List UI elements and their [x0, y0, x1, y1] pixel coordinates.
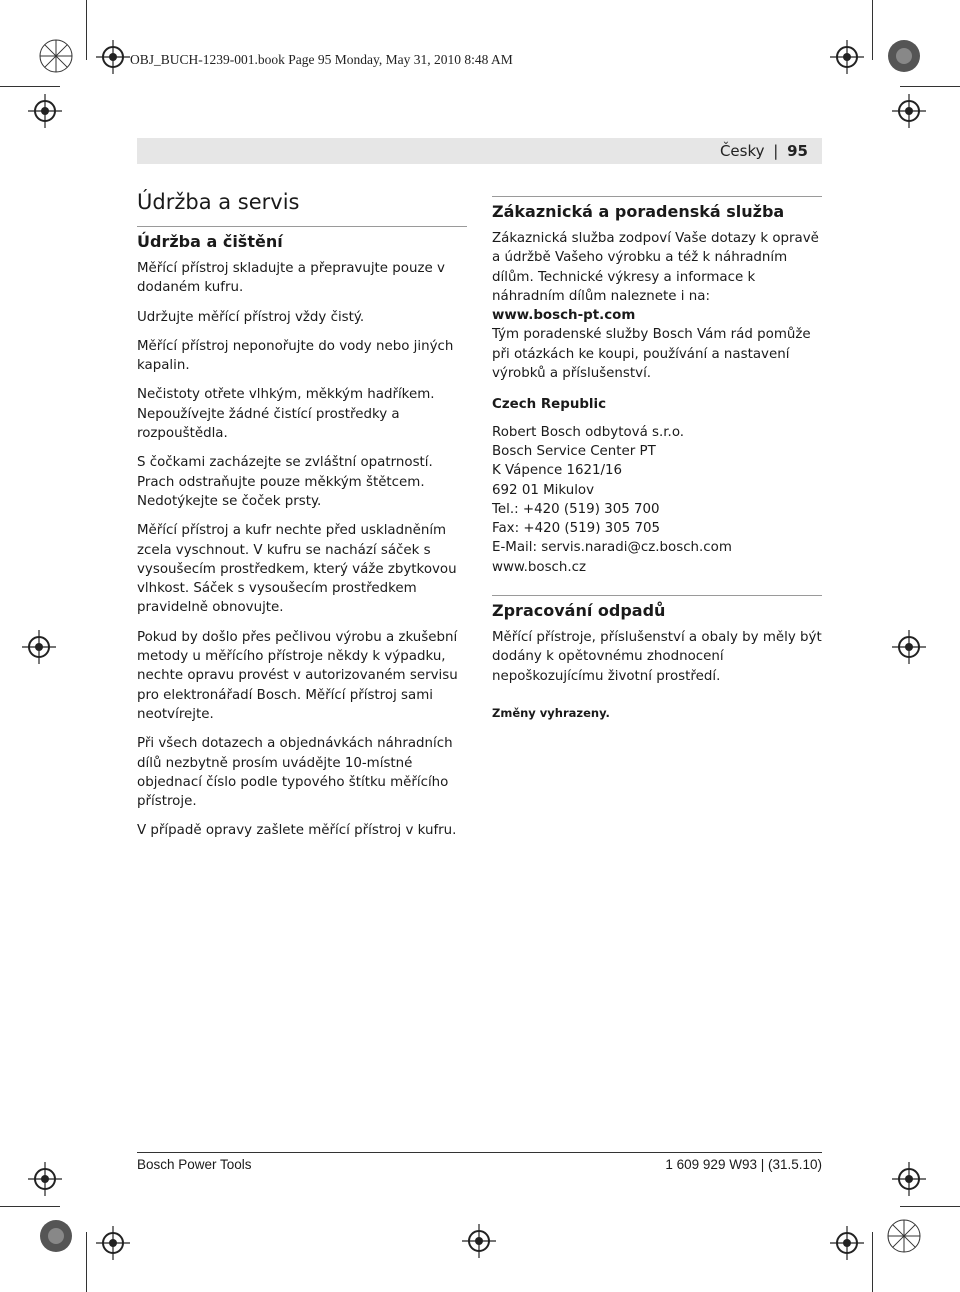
paragraph: V případě opravy zašlete měřící přístroj v kufru.	[137, 823, 457, 839]
paragraph: Nečistoty otřete vlhkým, měkkým hadříkem. Nepoužívejte žádné čistící prostředky a rozpouštědla.	[137, 387, 435, 442]
address-block	[492, 423, 822, 577]
header-separator: |	[773, 142, 779, 160]
service-paragraph: Zákaznická služba zodpoví Vaše dotazy k opravě a údržbě Vašeho výrobku a též k náhradním dílům. Technické výkresy a informace k náhradním dílům naleznete i na:	[492, 231, 819, 304]
left-column	[137, 188, 467, 851]
language-label: Česky	[719, 142, 765, 160]
title-rule	[137, 226, 467, 227]
crosshair-icon	[22, 630, 56, 664]
crosshair-icon	[462, 1224, 496, 1258]
changes-notice: Změny vyhrazeny.	[492, 705, 610, 720]
crop-mark	[86, 1232, 87, 1292]
service-team-paragraph: Tým poradenské služby Bosch Vám rád pomůže při otázkách ke koupi, používání a nastavení výrobků a příslušenství.	[492, 327, 811, 382]
footer-rule	[137, 1152, 822, 1153]
paragraph: Měřící přístroj neponořujte do vody nebo jiných kapalin.	[137, 338, 454, 374]
print-slug: OBJ_BUCH-1239-001.book Page 95 Monday, May 31, 2010 8:48 AM	[130, 52, 513, 67]
crosshair-icon	[892, 1162, 926, 1196]
page-number: 95	[787, 142, 808, 160]
crop-mark	[900, 86, 960, 87]
crop-mark	[0, 86, 60, 87]
crop-mark	[872, 1232, 873, 1292]
crosshair-icon	[96, 1226, 130, 1260]
disposal-paragraph: Měřící přístroje, příslušenství a obaly by měly být dodány k opětovnému zhodnocení nepoškozujícímu životní prostředí.	[492, 630, 822, 684]
page-header-bar	[137, 138, 822, 164]
registration-mark-icon	[884, 36, 924, 76]
service-rule	[492, 196, 822, 197]
phone-line: Tel.: +420 (519) 305 700	[492, 501, 660, 517]
address-line: 692 01 Mikulov	[492, 482, 595, 498]
address-line: Bosch Service Center PT	[492, 443, 656, 459]
address-line: Robert Bosch odbytová s.r.o.	[492, 424, 685, 440]
crop-mark	[0, 1206, 60, 1207]
service-section-title: Zákaznická a poradenská služba	[492, 202, 785, 221]
paragraph: Pokud by došlo přes pečlivou výrobu a zkušební metody u měřícího přístroje někdy k výpadku, nechte opravu provést v autorizovaném servisu pro elektronářadí Bosch. Měřící přístroj sami neotvírejte.	[137, 629, 458, 722]
right-column	[492, 196, 822, 723]
maintenance-title: Údržba a servis	[137, 190, 300, 214]
footer-brand: Bosch Power Tools	[137, 1157, 252, 1172]
fax-line: Fax: +420 (519) 305 705	[492, 521, 661, 537]
email-link[interactable]: E-Mail: servis.naradi@cz.bosch.com	[492, 540, 732, 556]
address-line: K Vápence 1621/16	[492, 463, 623, 479]
disposal-section-title: Zpracování odpadů	[492, 601, 666, 621]
crosshair-icon	[892, 630, 926, 664]
footer-code: 1 609 929 W93 | (31.5.10)	[665, 1157, 822, 1172]
crosshair-icon	[28, 1162, 62, 1196]
country-label: Czech Republic	[492, 397, 607, 413]
registration-mark-icon	[36, 36, 76, 76]
crosshair-icon	[96, 40, 130, 74]
registration-mark-icon	[36, 1216, 76, 1256]
crop-mark	[86, 0, 87, 60]
paragraph: Udržujte měřící přístroj vždy čistý.	[137, 309, 365, 325]
cleaning-section-title: Údržba a čištění	[137, 232, 283, 251]
disposal-rule	[492, 595, 822, 596]
paragraph: Při všech dotazech a objednávkách náhradních dílů nezbytně prosím uvádějte 10-místné objednací číslo podle typového štítku měřícího přístroje.	[137, 736, 453, 810]
crosshair-icon	[892, 94, 926, 128]
website-link[interactable]: www.bosch.cz	[492, 559, 587, 575]
crosshair-icon	[830, 1226, 864, 1260]
registration-mark-icon	[884, 1216, 924, 1256]
page-label	[720, 142, 808, 160]
crosshair-icon	[28, 94, 62, 128]
paragraph: Měřící přístroj skladujte a přepravujte pouze v dodaném kufru.	[137, 261, 445, 296]
service-url[interactable]: www.bosch-pt.com	[492, 308, 636, 324]
crop-mark	[872, 0, 873, 60]
crosshair-icon	[830, 40, 864, 74]
crop-mark	[900, 1206, 960, 1207]
paragraph: S čočkami zacházejte se zvláštní opatrností. Prach odstraňujte pouze měkkým štětcem. Nedotýkejte se čoček prsty.	[137, 455, 433, 509]
paragraph: Měřící přístroj a kufr nechte před uskladněním zcela vyschnout. V kufru se nachází sáček s vysoušecím prostředkem, který váže zbytkovou vlhkost. Sáček s vysoušecím prostředkem pravidelně obnovujte.	[137, 523, 457, 616]
